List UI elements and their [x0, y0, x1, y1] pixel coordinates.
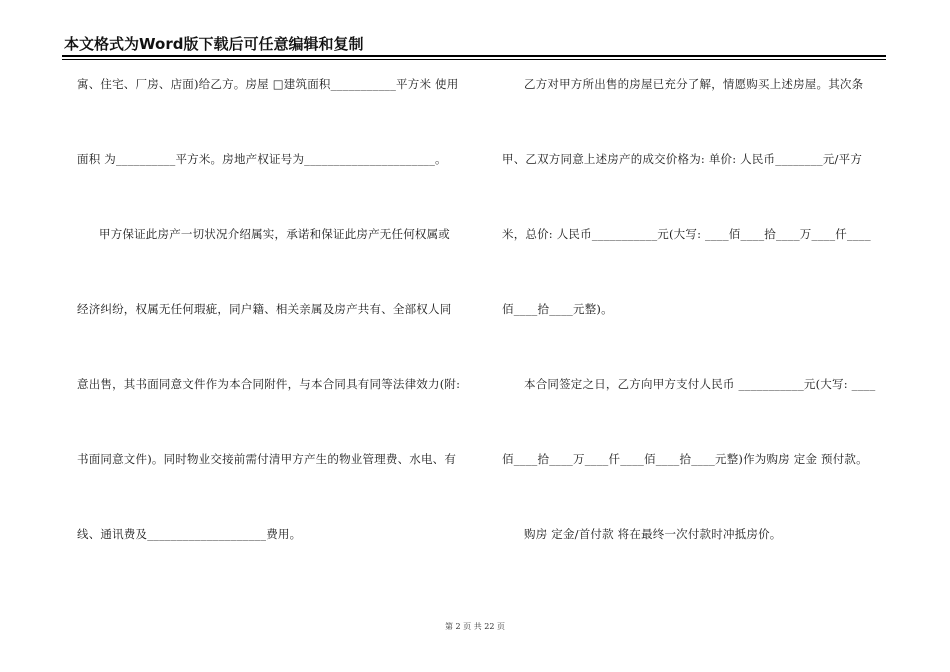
page-number-footer: 第 2 页 共 22 页: [445, 622, 505, 631]
text-line: 经济纠纷，权属无任何瑕疵，同户籍、相关亲属及房产共有、全部权人同: [77, 302, 452, 316]
text-line: 甲方保证此房产一切状况介绍属实，承诺和保证此房产无任何权属或: [99, 227, 450, 241]
text-line: 意出售，其书面同意文件作为本合同附件，与本合同具有同等法律效力(附:: [77, 377, 461, 391]
text-line: 线、通讯费及____________________费用。: [77, 527, 302, 541]
text-line: 购房 定金/首付款 将在最终一次付款时冲抵房价。: [524, 527, 782, 541]
text-line: 书面同意文件)。同时物业交接前需付清甲方产生的物业管理费、水电、有: [77, 452, 457, 466]
header-rule-thick: [62, 55, 886, 57]
document-header-title: 本文格式为Word版下载后可任意编辑和复制: [64, 35, 364, 53]
text-line: 佰____拾____元整)。: [502, 302, 613, 316]
text-line: 佰____拾____万____仟____佰____拾____元整)作为购房 定金 预付款。: [502, 452, 868, 466]
text-line: 本合同签定之日，乙方向甲方支付人民币 ___________元(大写: ____: [524, 377, 876, 391]
text-line: 面积 为__________平方米。房地产权证号为______________________。: [77, 152, 447, 166]
text-line: 乙方对甲方所出售的房屋已充分了解，情愿购买上述房屋。其次条: [524, 77, 864, 91]
right-text-column: [502, 60, 886, 585]
text-line: 米，总价: 人民币___________元(大写: ____佰____拾____万____仟____: [502, 227, 871, 241]
text-line: 甲、乙双方同意上述房产的成交价格为: 单价: 人民币________元/平方: [502, 152, 863, 166]
text-line: 寓、住宅、厂房、店面)给乙方。房屋 □建筑面积___________平方米 使用: [77, 77, 459, 91]
left-text-column: [77, 60, 472, 585]
